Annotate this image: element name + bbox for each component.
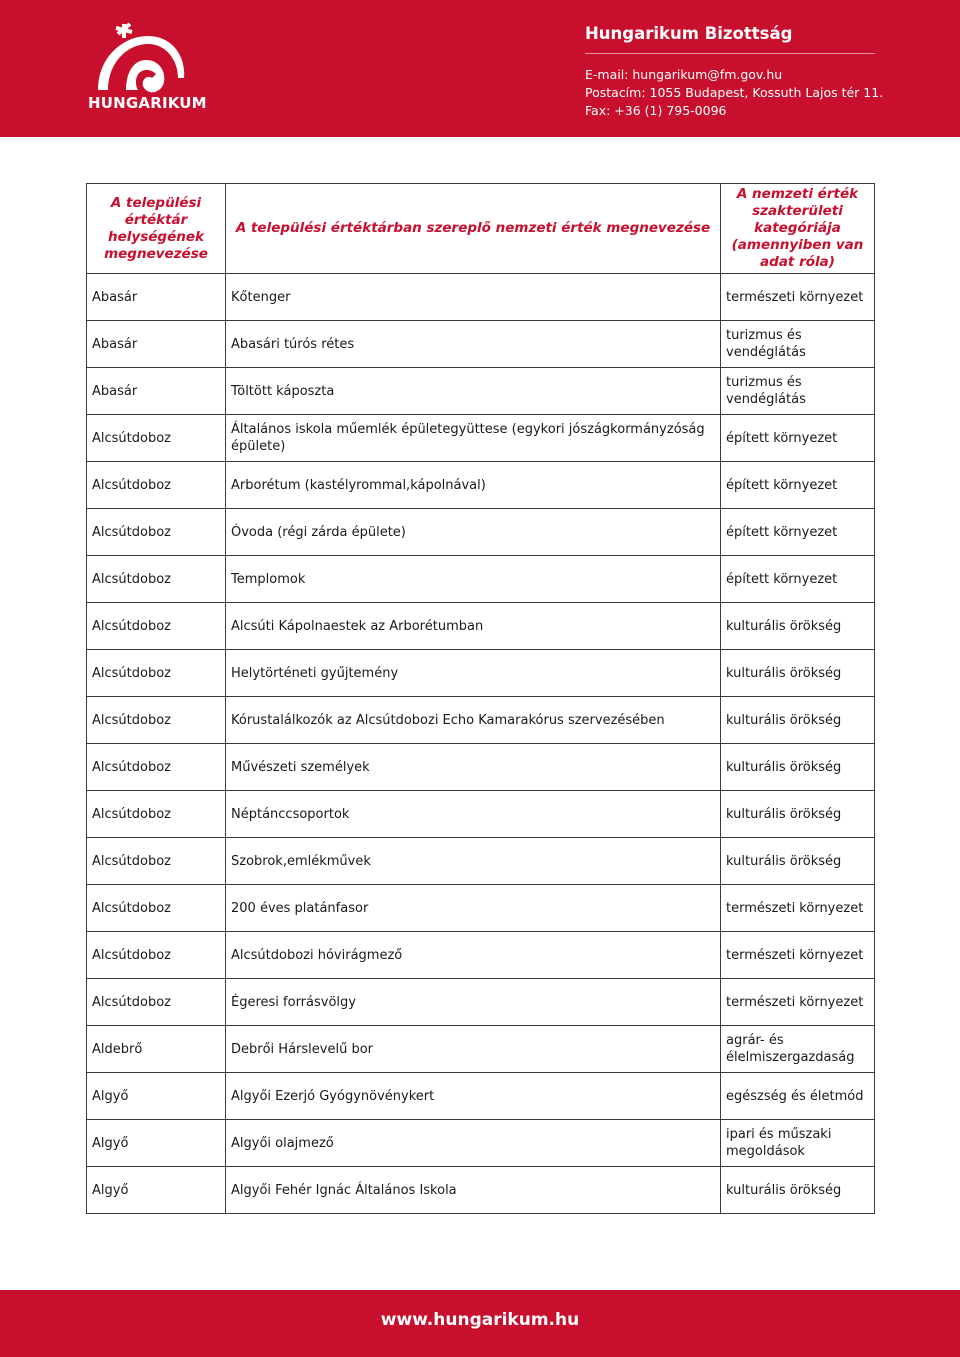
- cell-value-name: Algyői Ezerjó Gyógynövénykert: [226, 1073, 721, 1120]
- cell-value-name: Templomok: [226, 556, 721, 603]
- cell-category: kulturális örökség: [721, 603, 875, 650]
- table-row: [87, 979, 875, 1026]
- table-header-row: [87, 184, 875, 274]
- cell-settlement: Alcsútdoboz: [87, 697, 226, 744]
- cell-settlement: Algyő: [87, 1120, 226, 1167]
- table-row: [87, 885, 875, 932]
- cell-settlement: Alcsútdoboz: [87, 744, 226, 791]
- cell-category: kulturális örökség: [721, 697, 875, 744]
- table-row: [87, 556, 875, 603]
- cell-settlement: Alcsútdoboz: [87, 603, 226, 650]
- cell-settlement: Algyő: [87, 1073, 226, 1120]
- contact-info: [585, 66, 883, 120]
- cell-settlement: Alcsútdoboz: [87, 932, 226, 979]
- table-row: [87, 462, 875, 509]
- cell-settlement: Aldebrő: [87, 1026, 226, 1073]
- cell-value-name: Égeresi forrásvölgy: [226, 979, 721, 1026]
- cell-settlement: Alcsútdoboz: [87, 462, 226, 509]
- table-row: [87, 1026, 875, 1073]
- cell-category: kulturális örökség: [721, 744, 875, 791]
- cell-category: ipari és műszaki megoldások: [721, 1120, 875, 1167]
- page-footer: [0, 1290, 960, 1357]
- cell-category: kulturális örökség: [721, 1167, 875, 1214]
- cell-category: egészség és életmód: [721, 1073, 875, 1120]
- header-divider: [585, 53, 875, 54]
- table-row: [87, 509, 875, 556]
- table-row: [87, 368, 875, 415]
- table-row: [87, 603, 875, 650]
- table-row: [87, 1167, 875, 1214]
- cell-category: kulturális örökség: [721, 838, 875, 885]
- cell-settlement: Algyő: [87, 1167, 226, 1214]
- cell-settlement: Alcsútdoboz: [87, 979, 226, 1026]
- header-settlement: A települési értéktár helységének megnevezése: [87, 184, 226, 274]
- cell-settlement: Abasár: [87, 368, 226, 415]
- table-row: [87, 321, 875, 368]
- cell-value-name: Kórustalálkozók az Alcsútdobozi Echo Kamarakórus szervezésében: [226, 697, 721, 744]
- cell-value-name: Alcsútdobozi hóvirágmező: [226, 932, 721, 979]
- header-category: A nemzeti érték szakterületi kategóriája (amennyiben van adat róla): [721, 184, 875, 274]
- table-row: [87, 415, 875, 462]
- cell-category: természeti környezet: [721, 885, 875, 932]
- cell-category: természeti környezet: [721, 979, 875, 1026]
- contact-fax: Fax: +36 (1) 795-0096: [585, 103, 727, 118]
- footer-url-link[interactable]: www.hungarikum.hu: [380, 1310, 580, 1330]
- contact-address: Postacím: 1055 Budapest, Kossuth Lajos tér 11.: [585, 85, 884, 100]
- cell-settlement: Alcsútdoboz: [87, 556, 226, 603]
- cell-value-name: Töltött káposzta: [226, 368, 721, 415]
- table-row: [87, 274, 875, 321]
- logo-text: HUNGARIKUM: [88, 94, 207, 112]
- table-row: [87, 838, 875, 885]
- cell-settlement: Abasár: [87, 274, 226, 321]
- cell-settlement: Alcsútdoboz: [87, 791, 226, 838]
- table-body: [87, 274, 875, 1214]
- cell-category: kulturális örökség: [721, 791, 875, 838]
- cell-settlement: Alcsútdoboz: [87, 415, 226, 462]
- cell-value-name: Óvoda (régi zárda épülete): [226, 509, 721, 556]
- page-header: [0, 0, 960, 137]
- cell-value-name: Abasári túrós rétes: [226, 321, 721, 368]
- cell-value-name: Kőtenger: [226, 274, 721, 321]
- cell-category: természeti környezet: [721, 932, 875, 979]
- cell-category: épített környezet: [721, 509, 875, 556]
- table-row: [87, 1120, 875, 1167]
- cell-settlement: Abasár: [87, 321, 226, 368]
- cell-value-name: Szobrok,emlékművek: [226, 838, 721, 885]
- table-row: [87, 932, 875, 979]
- contact-email[interactable]: E-mail: hungarikum@fm.gov.hu: [585, 67, 783, 82]
- cell-value-name: Debrői Hárslevelű bor: [226, 1026, 721, 1073]
- cell-value-name: Általános iskola műemlék épületegyüttese (egykori jószágkormányzóság épülete): [226, 415, 721, 462]
- cell-value-name: Néptánccsoportok: [226, 791, 721, 838]
- cell-value-name: Helytörténeti gyűjtemény: [226, 650, 721, 697]
- cell-value-name: Alcsúti Kápolnaestek az Arborétumban: [226, 603, 721, 650]
- cell-category: kulturális örökség: [721, 650, 875, 697]
- header-value-name: A települési értéktárban szereplő nemzeti érték megnevezése: [226, 184, 721, 274]
- cell-settlement: Alcsútdoboz: [87, 885, 226, 932]
- cell-category: épített környezet: [721, 556, 875, 603]
- cell-settlement: Alcsútdoboz: [87, 509, 226, 556]
- cell-category: turizmus és vendéglátás: [721, 368, 875, 415]
- cell-value-name: 200 éves platánfasor: [226, 885, 721, 932]
- cell-category: épített környezet: [721, 415, 875, 462]
- org-title: Hungarikum Bizottság: [585, 24, 793, 43]
- national-values-table: [86, 183, 875, 1214]
- table-row: [87, 1073, 875, 1120]
- table-row: [87, 650, 875, 697]
- cell-settlement: Alcsútdoboz: [87, 838, 226, 885]
- cell-value-name: Művészeti személyek: [226, 744, 721, 791]
- cell-category: agrár- és élelmiszergazdaság: [721, 1026, 875, 1073]
- cell-category: természeti környezet: [721, 274, 875, 321]
- cell-settlement: Alcsútdoboz: [87, 650, 226, 697]
- table-row: [87, 697, 875, 744]
- cell-value-name: Algyői olajmező: [226, 1120, 721, 1167]
- cell-category: épített környezet: [721, 462, 875, 509]
- table-row: [87, 791, 875, 838]
- cell-value-name: Arborétum (kastélyrommal,kápolnával): [226, 462, 721, 509]
- cell-category: turizmus és vendéglátás: [721, 321, 875, 368]
- cell-value-name: Algyői Fehér Ignác Általános Iskola: [226, 1167, 721, 1214]
- table-row: [87, 744, 875, 791]
